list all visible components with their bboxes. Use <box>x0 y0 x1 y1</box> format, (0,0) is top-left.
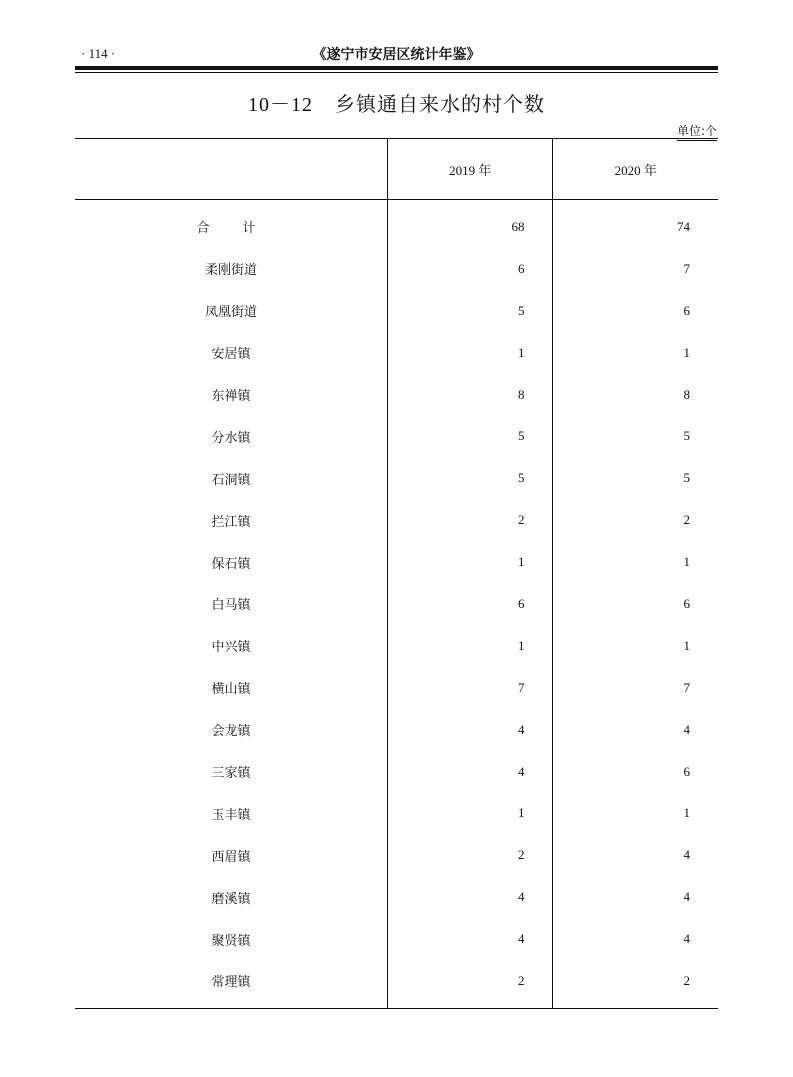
table-row <box>75 751 718 793</box>
value-2020-cell: 1 <box>553 541 718 583</box>
table-row <box>75 583 718 625</box>
row-name-cell: 凤凰街道 <box>204 305 257 321</box>
table-row <box>75 541 718 583</box>
table-row <box>75 200 718 248</box>
row-name-cell: 中兴镇 <box>211 640 251 656</box>
value-2020-cell: 4 <box>553 709 718 751</box>
row-name-cell: 柔刚街道 <box>204 263 257 279</box>
table-body <box>75 200 718 1009</box>
table-row <box>75 248 718 290</box>
value-2019-cell: 4 <box>387 751 553 793</box>
table-row <box>75 499 718 541</box>
value-2019-cell: 6 <box>387 248 553 290</box>
table-row <box>75 290 718 332</box>
value-2019-cell: 2 <box>387 499 553 541</box>
value-2020-cell: 1 <box>553 625 718 667</box>
table-row <box>75 332 718 374</box>
row-name-cell: 石洞镇 <box>211 472 251 488</box>
value-2019-cell: 2 <box>387 960 553 1008</box>
table-row <box>75 374 718 416</box>
table-row <box>75 876 718 918</box>
row-name-cell: 西眉镇 <box>211 849 251 865</box>
row-name-cell: 东禅镇 <box>211 389 251 404</box>
value-2019-cell: 2 <box>387 834 553 876</box>
row-name-cell: 磨溪镇 <box>211 891 251 907</box>
value-2020-cell: 6 <box>553 583 718 625</box>
table-number: 10－12 <box>248 94 313 116</box>
value-2020-cell: 4 <box>553 876 718 918</box>
value-2020-cell: 8 <box>553 374 718 416</box>
value-2019-cell: 1 <box>387 625 553 667</box>
row-name-cell: 会龙镇 <box>211 724 251 740</box>
value-2020-cell: 5 <box>553 415 718 457</box>
value-2019-cell: 8 <box>387 374 553 416</box>
table-row <box>75 625 718 667</box>
row-name-cell: 安居镇 <box>211 347 251 363</box>
row-name-cell: 合 计 <box>196 221 266 237</box>
value-2020-cell: 6 <box>553 751 718 793</box>
row-name-cell: 横山镇 <box>211 682 251 698</box>
value-2020-cell: 7 <box>553 667 718 709</box>
unit-label: 单位:个 <box>677 122 717 141</box>
value-2020-cell: 4 <box>553 918 718 960</box>
table-row <box>75 415 718 457</box>
value-2020-cell: 1 <box>553 792 718 834</box>
value-2019-cell: 1 <box>387 792 553 834</box>
value-2019-cell: 5 <box>387 415 553 457</box>
header-cell-name <box>75 139 387 200</box>
page-number: · 114 · <box>81 46 116 61</box>
row-name-cell: 聚贤镇 <box>211 933 251 949</box>
value-2019-cell: 6 <box>387 583 553 625</box>
value-2020-cell: 2 <box>553 960 718 1008</box>
value-2020-cell: 4 <box>553 834 718 876</box>
value-2019-cell: 68 <box>387 200 553 248</box>
row-name-cell: 保石镇 <box>211 556 251 572</box>
value-2019-cell: 7 <box>387 667 553 709</box>
row-name-cell: 拦江镇 <box>211 514 251 530</box>
value-2020-cell: 7 <box>553 248 718 290</box>
row-name-cell: 常理镇 <box>211 975 251 991</box>
table-row <box>75 792 718 834</box>
table-row <box>75 960 718 1008</box>
row-name-cell: 玉丰镇 <box>211 807 251 823</box>
header-rule-thin <box>75 72 718 73</box>
value-2019-cell: 4 <box>387 876 553 918</box>
book-title: 《遂宁市安居区统计年鉴》 <box>312 47 481 63</box>
header-cell-2019: 2019 年 <box>387 139 553 200</box>
table-header-row <box>75 139 718 200</box>
value-2019-cell: 1 <box>387 332 553 374</box>
header-rule-thick <box>75 66 718 70</box>
value-2019-cell: 5 <box>387 290 553 332</box>
row-name-cell: 三家镇 <box>211 766 251 782</box>
value-2019-cell: 5 <box>387 457 553 499</box>
value-2019-cell: 1 <box>387 541 553 583</box>
table-row <box>75 667 718 709</box>
value-2020-cell: 74 <box>553 200 718 248</box>
value-2020-cell: 2 <box>553 499 718 541</box>
value-2020-cell: 5 <box>553 457 718 499</box>
table-row <box>75 918 718 960</box>
header-cell-2020: 2020 年 <box>553 139 718 200</box>
value-2019-cell: 4 <box>387 709 553 751</box>
page-header <box>75 44 718 66</box>
table-row <box>75 709 718 751</box>
value-2020-cell: 1 <box>553 332 718 374</box>
table-title-text: 乡镇通自来水的村个数 <box>335 92 545 116</box>
value-2020-cell: 6 <box>553 290 718 332</box>
value-2019-cell: 4 <box>387 918 553 960</box>
table-row <box>75 834 718 876</box>
row-name-cell: 白马镇 <box>211 598 251 614</box>
table-row <box>75 457 718 499</box>
row-name-cell: 分水镇 <box>211 430 251 446</box>
table-title <box>0 88 793 117</box>
data-table <box>75 138 718 1009</box>
